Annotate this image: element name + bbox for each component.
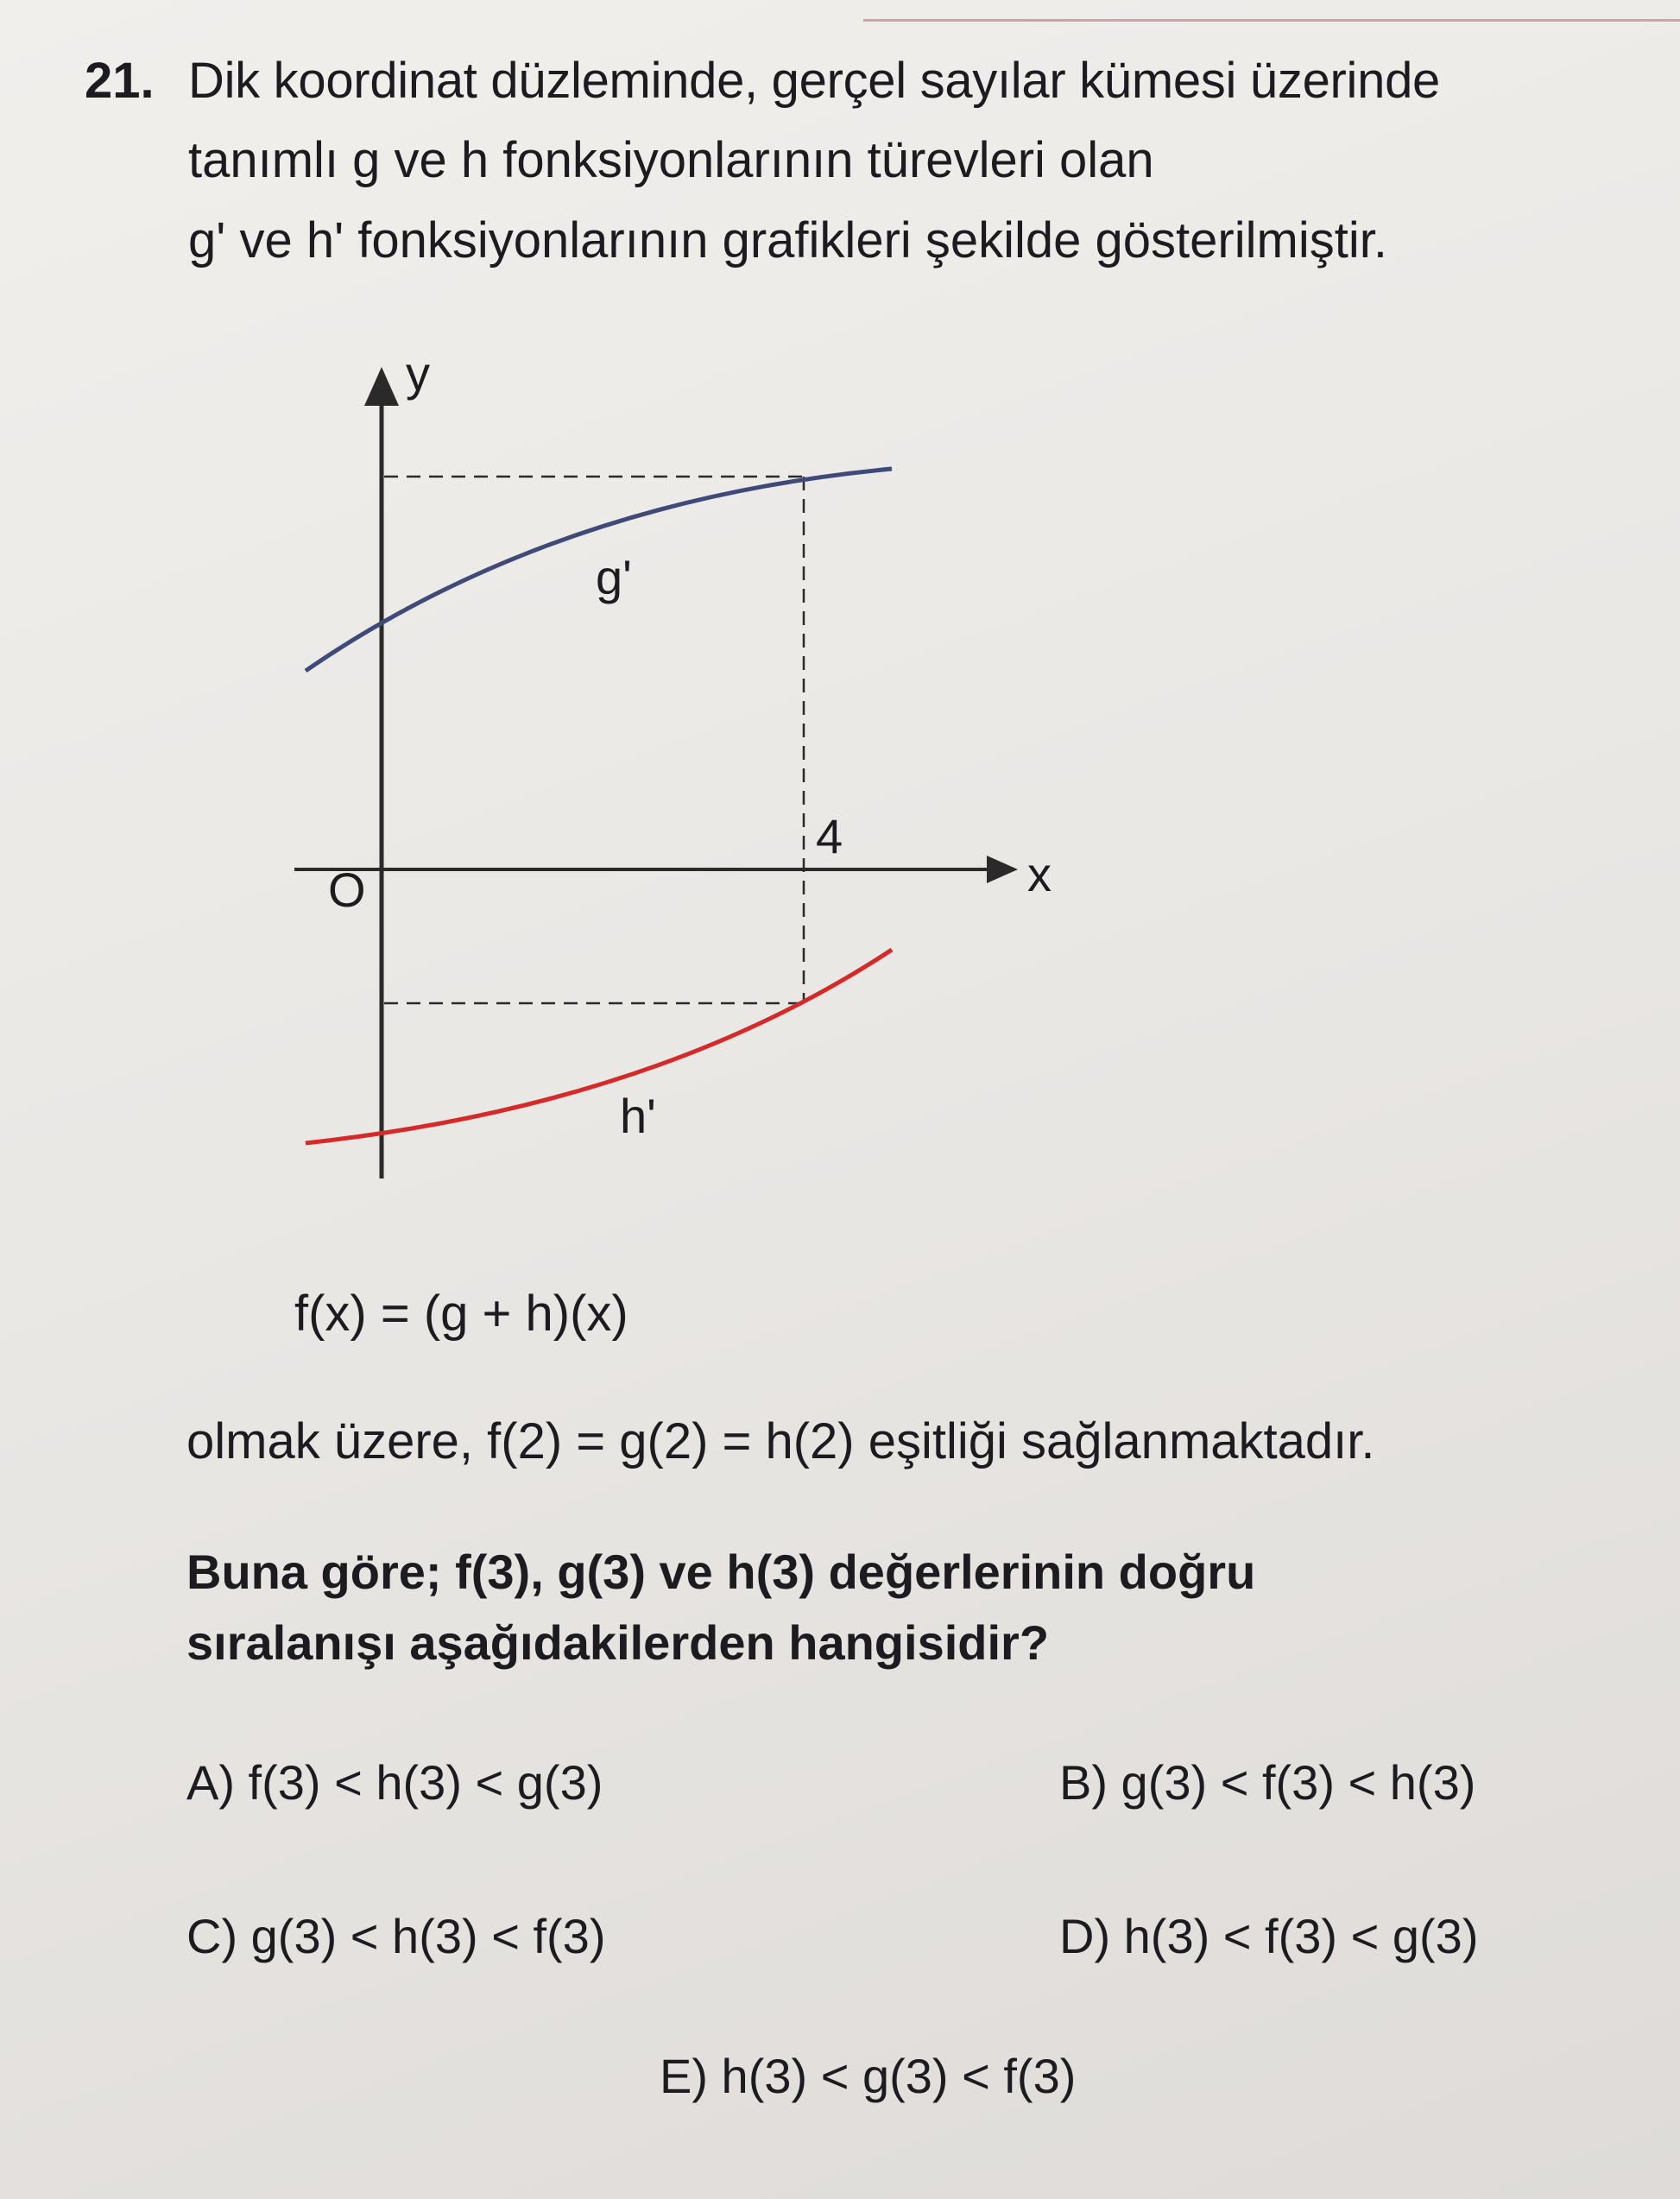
option-a[interactable]: A) f(3) < h(3) < g(3): [186, 1755, 603, 1810]
y-axis-label: y: [406, 346, 430, 401]
question-line-2: tanımlı g ve h fonksiyonlarının türevleri olan: [188, 132, 1154, 188]
definition: f(x) = (g + h)(x): [294, 1286, 628, 1342]
x-axis-label: x: [1027, 847, 1052, 901]
option-e[interactable]: E) h(3) < g(3) < f(3): [660, 2049, 1077, 2103]
option-d[interactable]: D) h(3) < f(3) < g(3): [1059, 1909, 1479, 1963]
h-prime-label: h': [620, 1089, 656, 1143]
origin-label: O: [328, 863, 366, 917]
x-mark-4: 4: [816, 809, 843, 863]
question-line-1: Dik koordinat düzleminde, gerçel sayılar kümesi üzerinde: [188, 53, 1440, 109]
option-c[interactable]: C) g(3) < h(3) < f(3): [186, 1909, 606, 1963]
question-number: 21.: [85, 53, 155, 109]
prompt-line-1: Buna göre; f(3), g(3) ve h(3) değerlerinin doğru: [186, 1545, 1256, 1599]
option-b[interactable]: B) g(3) < f(3) < h(3): [1059, 1755, 1476, 1810]
question-line-3: g' ve h' fonksiyonlarının grafikleri şekilde gösterilmiştir.: [188, 212, 1387, 269]
prompt-line-2: sıralanışı aşağıdakilerden hangisidir?: [186, 1615, 1050, 1670]
condition: olmak üzere, f(2) = g(2) = h(2) eşitliği sağlanmaktadır.: [186, 1413, 1375, 1469]
g-prime-label: g': [596, 550, 632, 604]
